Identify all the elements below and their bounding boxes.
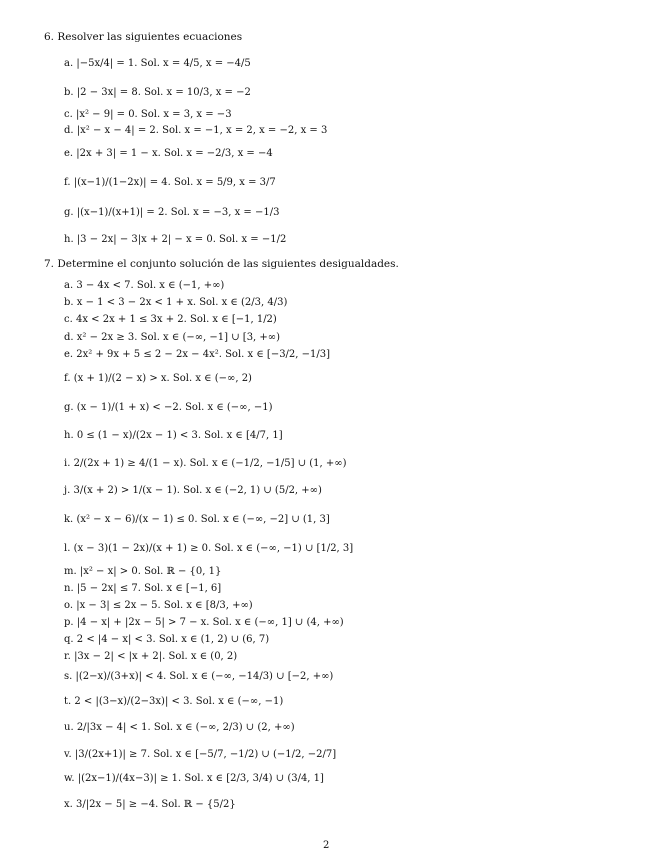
exercise-6b: b. |2 − 3x| = 8. Sol. x = 10/3, x = −2 xyxy=(64,87,251,98)
exercise-7m: m. |x² − x| > 0. Sol. ℝ − {0, 1} xyxy=(64,566,222,577)
exercise-7s: s. |(2−x)/(3+x)| < 4. Sol. x ∈ (−∞, −14/3) ∪ [−2, +∞) xyxy=(64,671,334,682)
exercise-6h: h. |3 − 2x| − 3|x + 2| − x = 0. Sol. x = −1/2 xyxy=(64,234,287,245)
exercise-7r: r. |3x − 2| < |x + 2|. Sol. x ∈ (0, 2) xyxy=(64,651,238,662)
exercise-6e: e. |2x + 3| = 1 − x. Sol. x = −2/3, x = −4 xyxy=(64,148,273,159)
exercise-7l: l. (x − 3)(1 − 2x)/(x + 1) ≥ 0. Sol. x ∈ (−∞, −1) ∪ [1/2, 3] xyxy=(64,543,354,554)
exercise-7k: k. (x² − x − 6)/(x − 1) ≤ 0. Sol. x ∈ (−∞, −2] ∪ (1, 3] xyxy=(64,514,330,525)
exercise-7c: c. 4x < 2x + 1 ≤ 3x + 2. Sol. x ∈ [−1, 1/2) xyxy=(64,314,277,325)
exercise-6c: c. |x² − 9| = 0. Sol. x = 3, x = −3 xyxy=(64,109,232,120)
exercise-6d: d. |x² − x − 4| = 2. Sol. x = −1, x = 2, x = −2, x = 3 xyxy=(64,125,328,136)
exercise-7x: x. 3/|2x − 5| ≥ −4. Sol. ℝ − {5/2} xyxy=(64,799,236,810)
exercise-7u: u. 2/|3x − 4| < 1. Sol. x ∈ (−∞, 2/3) ∪ (2, +∞) xyxy=(64,722,295,733)
exercise-7a: a. 3 − 4x < 7. Sol. x ∈ (−1, +∞) xyxy=(64,280,225,291)
exercise-7g: g. (x − 1)/(1 + x) < −2. Sol. x ∈ (−∞, −1) xyxy=(64,402,273,413)
exercise-7b: b. x − 1 < 3 − 2x < 1 + x. Sol. x ∈ (2/3, 4/3) xyxy=(64,297,288,308)
exercise-6a: a. |−5x/4| = 1. Sol. x = 4/5, x = −4/5 xyxy=(64,58,251,69)
exercise-6g: g. |(x−1)/(x+1)| = 2. Sol. x = −3, x = −1/3 xyxy=(64,207,280,218)
section-6-title: 6. Resolver las siguientes ecuaciones xyxy=(44,31,243,43)
exercise-7i: i. 2/(2x + 1) ≥ 4/(1 − x). Sol. x ∈ (−1/2, −1/5] ∪ (1, +∞) xyxy=(64,458,347,469)
exercise-7d: d. x² − 2x ≥ 3. Sol. x ∈ (−∞, −1] ∪ [3, +∞) xyxy=(64,332,281,343)
exercise-7w: w. |(2x−1)/(4x−3)| ≥ 1. Sol. x ∈ [2/3, 3/4) ∪ (3/4, 1] xyxy=(64,773,324,784)
exercise-6f: f. |(x−1)/(1−2x)| = 4. Sol. x = 5/9, x = 3/7 xyxy=(64,177,276,188)
exercise-7j: j. 3/(x + 2) > 1/(x − 1). Sol. x ∈ (−2, 1) ∪ (5/2, +∞) xyxy=(64,485,322,496)
page-number: 2 xyxy=(323,840,330,851)
exercise-7q: q. 2 < |4 − x| < 3. Sol. x ∈ (1, 2) ∪ (6, 7) xyxy=(64,634,270,645)
exercise-7o: o. |x − 3| ≤ 2x − 5. Sol. x ∈ [8/3, +∞) xyxy=(64,600,253,611)
exercise-7p: p. |4 − x| + |2x − 5| > 7 − x. Sol. x ∈ (−∞, 1] ∪ (4, +∞) xyxy=(64,617,344,628)
exercise-7n: n. |5 − 2x| ≤ 7. Sol. x ∈ [−1, 6] xyxy=(64,583,222,594)
exercise-7f: f. (x + 1)/(2 − x) > x. Sol. x ∈ (−∞, 2) xyxy=(64,373,252,384)
exercise-7h: h. 0 ≤ (1 − x)/(2x − 1) < 3. Sol. x ∈ [4/7, 1] xyxy=(64,430,283,441)
exercise-7v: v. |3/(2x+1)| ≥ 7. Sol. x ∈ [−5/7, −1/2) ∪ (−1/2, −2/7] xyxy=(64,749,337,760)
exercise-7t: t. 2 < |(3−x)/(2−3x)| < 3. Sol. x ∈ (−∞, −1) xyxy=(64,696,284,707)
exercise-7e: e. 2x² + 9x + 5 ≤ 2 − 2x − 4x². Sol. x ∈ [−3/2, −1/3] xyxy=(64,349,331,360)
section-7-title: 7. Determine el conjunto solución de las siguientes desigualdades. xyxy=(44,258,399,270)
